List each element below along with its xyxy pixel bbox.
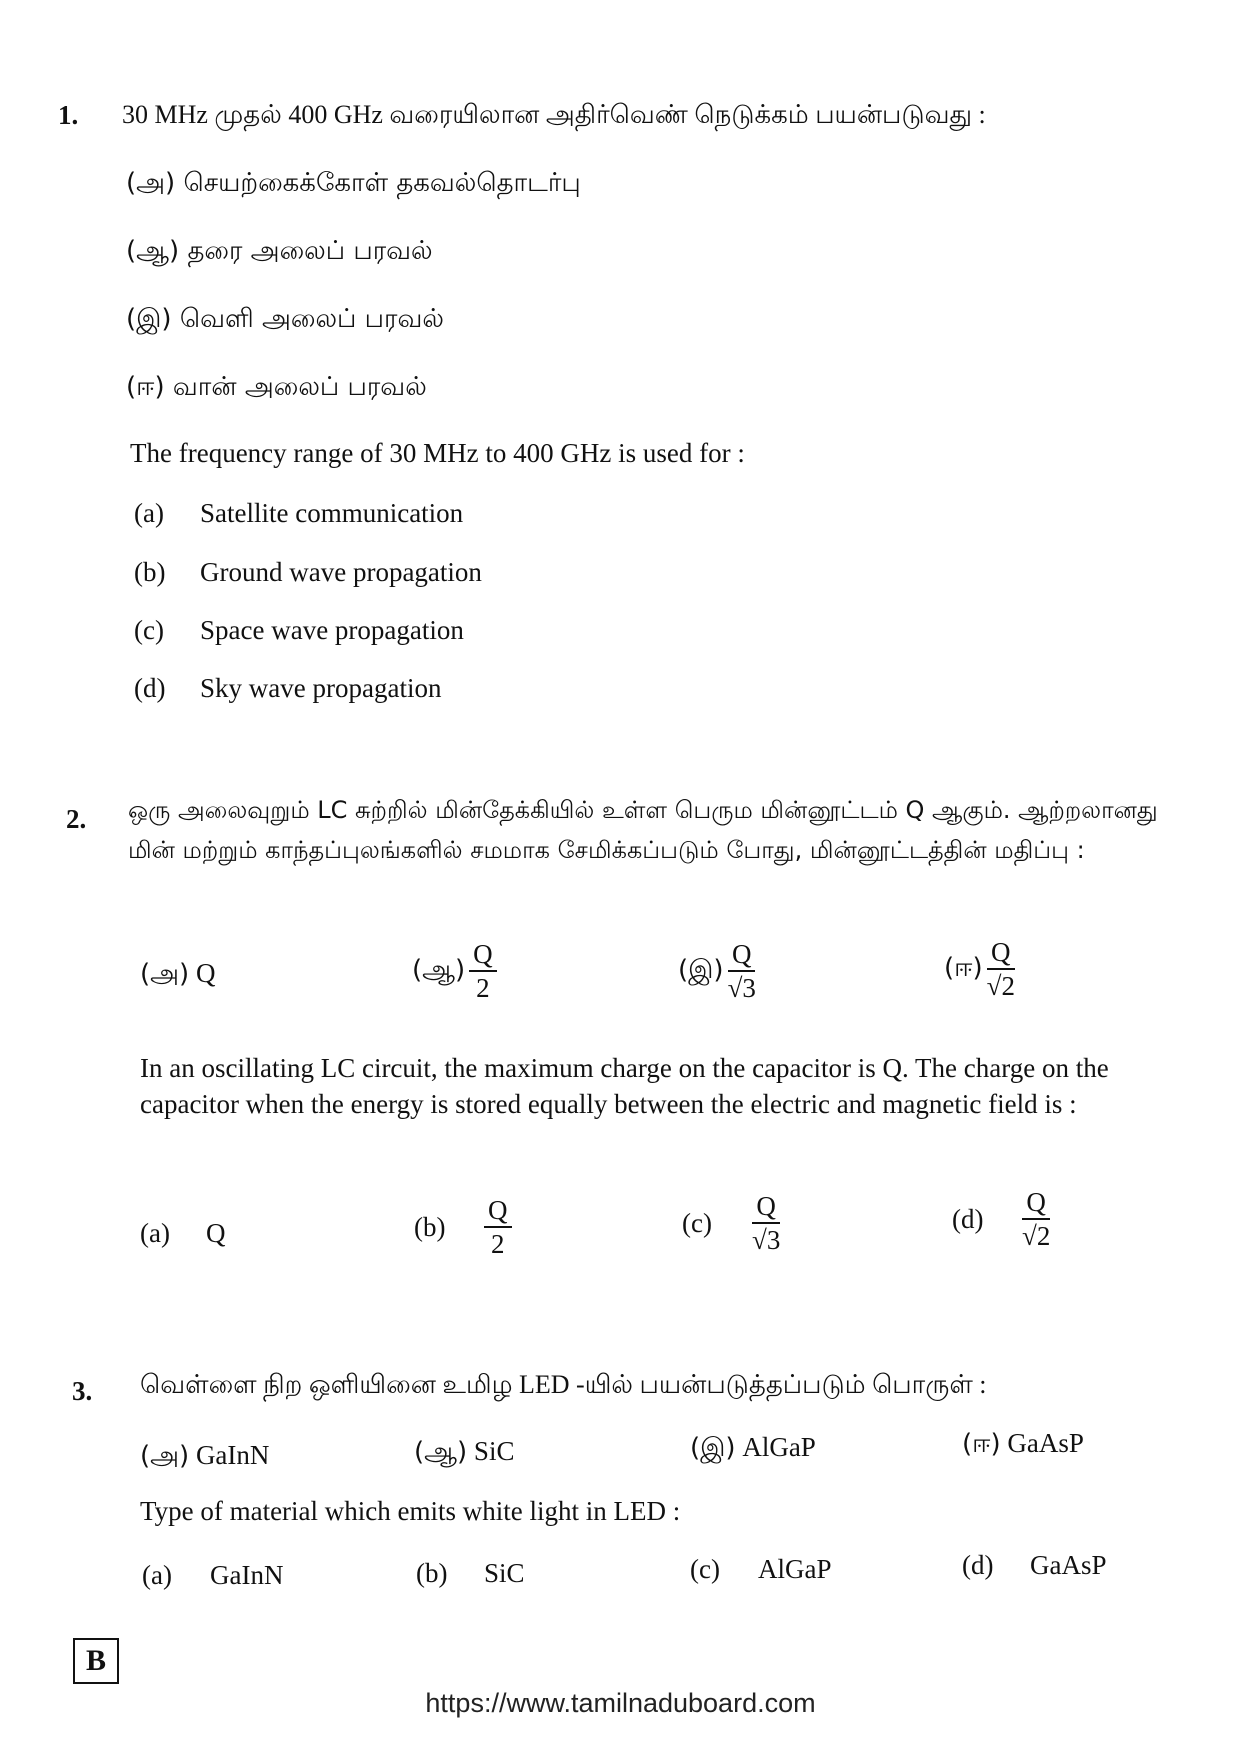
fraction — [469, 940, 497, 1003]
option-english — [952, 1188, 1050, 1251]
option-text: வான் அலைப் பரவல் — [172, 372, 427, 402]
option-label: (இ) — [126, 304, 172, 334]
fraction-numerator: Q — [752, 1192, 780, 1224]
fraction-numerator: Q — [484, 1196, 512, 1228]
fraction-numerator: Q — [987, 938, 1015, 970]
question-text-english: In an oscillating LC circuit, the maximum charge on the capacitor is Q. The charge on the capacitor when the energy is stored equally between the electric and magnetic field is : — [140, 1053, 1109, 1119]
option-label: (அ) — [140, 1441, 190, 1471]
option-label: (c) — [690, 1554, 720, 1584]
option-label: (ஈ) — [126, 372, 165, 402]
option-label: (b) — [416, 1558, 448, 1588]
option-tamil — [690, 1432, 816, 1466]
option-text: GaInN — [210, 1560, 284, 1590]
option-english — [682, 1192, 780, 1255]
option-text: AlGaP — [758, 1554, 832, 1584]
option-label: (a) — [140, 1218, 170, 1248]
question-text-tamil: 30 MHz முதல் 400 GHz வரையிலான அதிர்வெண் நெடுக்கம் பயன்படுவது : — [122, 100, 986, 129]
fraction — [987, 938, 1015, 1001]
option-label: (ஈ) — [962, 1429, 1001, 1459]
option-english — [140, 1218, 226, 1249]
option-label: (ஆ) — [414, 1437, 468, 1467]
option-value: Q — [206, 1218, 226, 1248]
fraction-denominator: 2 — [491, 1229, 505, 1260]
question-number: 2. — [66, 804, 87, 834]
option-label: (d) — [952, 1203, 984, 1234]
fraction — [728, 940, 756, 1003]
option-english — [134, 557, 482, 588]
option-tamil — [412, 940, 497, 1003]
option-text: Space wave propagation — [200, 615, 464, 645]
option-label: (a) — [142, 1560, 172, 1590]
fraction-denominator: √3 — [727, 973, 756, 1004]
question-number: 3. — [72, 1376, 93, 1406]
option-text: SiC — [473, 1436, 515, 1466]
option-text: AlGaP — [742, 1432, 816, 1462]
option-text: Sky wave propagation — [200, 673, 442, 703]
footer-url[interactable]: https://www.tamilnaduboard.com — [425, 1688, 816, 1718]
option-tamil — [126, 168, 581, 201]
page-letter-box: B — [73, 1638, 119, 1684]
question-text-english: Type of material which emits white light in LED : — [140, 1496, 681, 1526]
fraction-denominator: √2 — [986, 971, 1015, 1002]
option-text: SiC — [484, 1558, 525, 1588]
option-label: (அ) — [126, 168, 176, 198]
option-tamil — [126, 236, 433, 269]
option-text: GaInN — [195, 1440, 270, 1470]
option-tamil — [678, 940, 756, 1003]
option-tamil — [140, 958, 215, 992]
fraction-denominator: √3 — [752, 1225, 781, 1256]
option-english — [142, 1560, 283, 1591]
option-text: GaAsP — [1030, 1550, 1107, 1580]
fraction-numerator: Q — [1022, 1188, 1050, 1220]
option-label: (d) — [962, 1550, 994, 1580]
option-label: (b) — [414, 1211, 446, 1242]
question-text-tamil: ஒரு அலைவுறும் LC சுற்றில் மின்தேக்கியில் உள்ள பெரும மின்னூட்டம் Q ஆகும். ஆற்றலானது மின் மற்றும் காந்தப்புலங்களில் சமமாக சேமிக்கப்படும் போது, மின்னூட்டத்தின் மதிப்பு : — [128, 796, 1158, 864]
option-value: Q — [195, 958, 216, 988]
option-label: (c) — [134, 615, 164, 645]
option-tamil — [140, 1440, 269, 1474]
option-label: (இ) — [690, 1433, 736, 1463]
option-english — [414, 1196, 512, 1259]
option-english — [690, 1554, 832, 1585]
option-label: (b) — [134, 557, 166, 587]
option-text: செயற்கைக்கோள் தகவல்தொடர்பு — [183, 168, 581, 198]
option-label: (ஆ) — [412, 954, 466, 985]
fraction — [1022, 1188, 1050, 1251]
option-text: Satellite communication — [200, 498, 464, 528]
question-text-english: The frequency range of 30 MHz to 400 GHz is used for : — [130, 438, 745, 468]
option-label: (d) — [134, 673, 166, 703]
fraction-denominator: 2 — [476, 973, 490, 1004]
option-label: (ஈ) — [944, 952, 983, 983]
option-tamil — [414, 1436, 514, 1470]
option-label: (a) — [134, 498, 164, 528]
option-text: வெளி அலைப் பரவல் — [179, 304, 444, 334]
option-english — [134, 498, 463, 529]
option-label: (இ) — [678, 954, 724, 985]
fraction-numerator: Q — [728, 940, 756, 972]
option-text: தரை அலைப் பரவல் — [187, 236, 433, 266]
option-english — [416, 1558, 525, 1589]
option-tamil — [126, 304, 444, 337]
option-text: Ground wave propagation — [200, 557, 482, 587]
option-english — [134, 615, 464, 646]
option-tamil — [962, 1428, 1084, 1462]
question-number: 1. — [58, 100, 79, 130]
option-label: (அ) — [140, 959, 190, 989]
fraction — [484, 1196, 512, 1259]
option-english — [962, 1550, 1107, 1581]
question-text-tamil: வெள்ளை நிற ஒளியினை உமிழ LED -யில் பயன்படுத்தப்படும் பொருள் : — [140, 1370, 987, 1399]
fraction — [752, 1192, 780, 1255]
option-label: (c) — [682, 1207, 712, 1238]
fraction-denominator: √2 — [1022, 1221, 1051, 1252]
option-tamil — [126, 372, 427, 405]
option-label: (ஆ) — [126, 236, 180, 266]
option-tamil — [944, 938, 1015, 1001]
option-english — [134, 673, 441, 704]
option-text: GaAsP — [1007, 1428, 1084, 1458]
fraction-numerator: Q — [469, 940, 497, 972]
